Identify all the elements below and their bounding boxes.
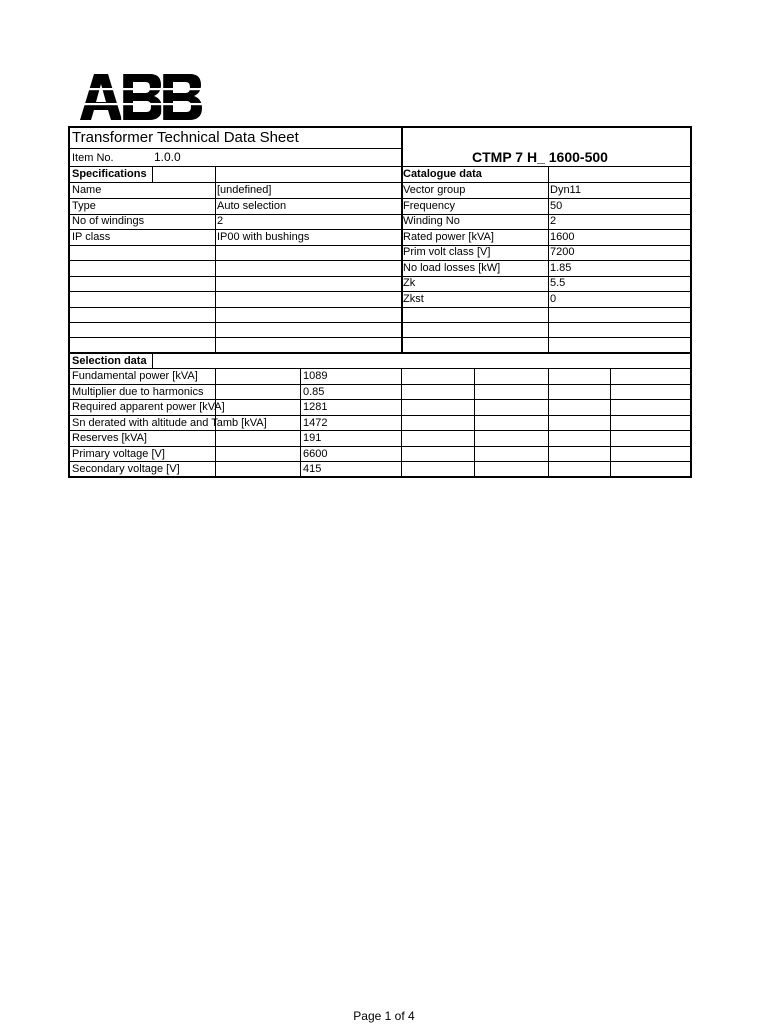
selection-label: Secondary voltage [V] xyxy=(72,463,180,475)
page-number: Page 1 of 4 xyxy=(353,1009,415,1023)
catalogue-label: Zk xyxy=(403,277,416,289)
spec-value: IP00 with bushings xyxy=(217,231,310,243)
grid-line xyxy=(70,148,401,149)
grid-line xyxy=(548,166,549,352)
selection-value: 1472 xyxy=(303,417,328,429)
catalogue-value: 1600 xyxy=(550,231,575,243)
sheet-title: Transformer Technical Data Sheet xyxy=(72,129,299,146)
grid-line xyxy=(70,307,690,308)
catalogue-value: 50 xyxy=(550,200,563,212)
catalogue-label: Frequency xyxy=(403,200,455,212)
grid-line xyxy=(548,368,549,476)
grid-line xyxy=(152,352,153,368)
grid-line xyxy=(300,368,301,476)
selection-label: Required apparent power [kVA] xyxy=(72,401,225,413)
catalogue-label: Rated power [kVA] xyxy=(403,231,494,243)
abb-logo xyxy=(80,74,202,120)
catalogue-value: 1.85 xyxy=(550,262,572,274)
grid-line xyxy=(70,198,690,199)
catalogue-value: 5.5 xyxy=(550,277,566,289)
selection-heading: Selection data xyxy=(72,355,147,367)
selection-value: 191 xyxy=(303,432,322,444)
grid-line xyxy=(70,291,690,292)
spec-label: Type xyxy=(72,200,96,212)
grid-line xyxy=(70,430,690,431)
item-no-label: Item No. xyxy=(72,152,114,164)
selection-value: 415 xyxy=(303,463,322,475)
catalogue-value: 0 xyxy=(550,293,557,305)
catalogue-label: Vector group xyxy=(403,184,466,196)
catalogue-label: Winding No xyxy=(403,215,460,227)
selection-label: Primary voltage [V] xyxy=(72,448,165,460)
grid-line xyxy=(70,337,690,338)
selection-value: 1089 xyxy=(303,370,328,382)
grid-line xyxy=(70,229,690,230)
catalogue-label: No load losses [kW] xyxy=(403,262,501,274)
grid-line xyxy=(474,368,475,476)
grid-line xyxy=(215,166,216,352)
selection-value: 0.85 xyxy=(303,386,325,398)
item-no-value: 1.0.0 xyxy=(154,150,181,164)
specifications-heading: Specifications xyxy=(72,168,147,180)
catalogue-label: Prim volt class [V] xyxy=(403,246,491,258)
selection-label: Multiplier due to harmonics xyxy=(72,386,204,398)
selection-label: Fundamental power [kVA] xyxy=(72,370,198,382)
selection-label: Reserves [kVA] xyxy=(72,432,147,444)
spec-value: Auto selection xyxy=(217,200,287,212)
grid-line xyxy=(152,166,153,182)
catalogue-value: 2 xyxy=(550,215,557,227)
grid-line xyxy=(70,260,690,261)
catalogue-heading: Catalogue data xyxy=(403,168,482,180)
grid-line xyxy=(401,368,402,476)
catalogue-value: Dyn11 xyxy=(550,184,581,196)
selection-value: 6600 xyxy=(303,448,328,460)
data-sheet-table xyxy=(68,126,692,478)
grid-line xyxy=(70,214,690,215)
catalogue-label: Zkst xyxy=(403,293,424,305)
spec-label: IP class xyxy=(72,231,111,243)
grid-line xyxy=(610,368,611,476)
selection-value: 1281 xyxy=(303,401,328,413)
grid-line xyxy=(70,322,690,323)
grid-line xyxy=(70,245,690,246)
grid-line xyxy=(70,276,690,277)
product-code: CTMP 7 H_ 1600-500 xyxy=(472,149,608,165)
grid-line xyxy=(70,166,690,167)
spec-value: 2 xyxy=(217,215,224,227)
catalogue-value: 7200 xyxy=(550,246,575,258)
section-divider xyxy=(70,352,690,354)
spec-value: [undefined] xyxy=(217,184,272,196)
spec-label: Name xyxy=(72,184,102,196)
spec-label: No of windings xyxy=(72,215,145,227)
selection-label: Sn derated with altitude and Tamb [kVA] xyxy=(72,417,267,429)
grid-line xyxy=(70,182,690,183)
